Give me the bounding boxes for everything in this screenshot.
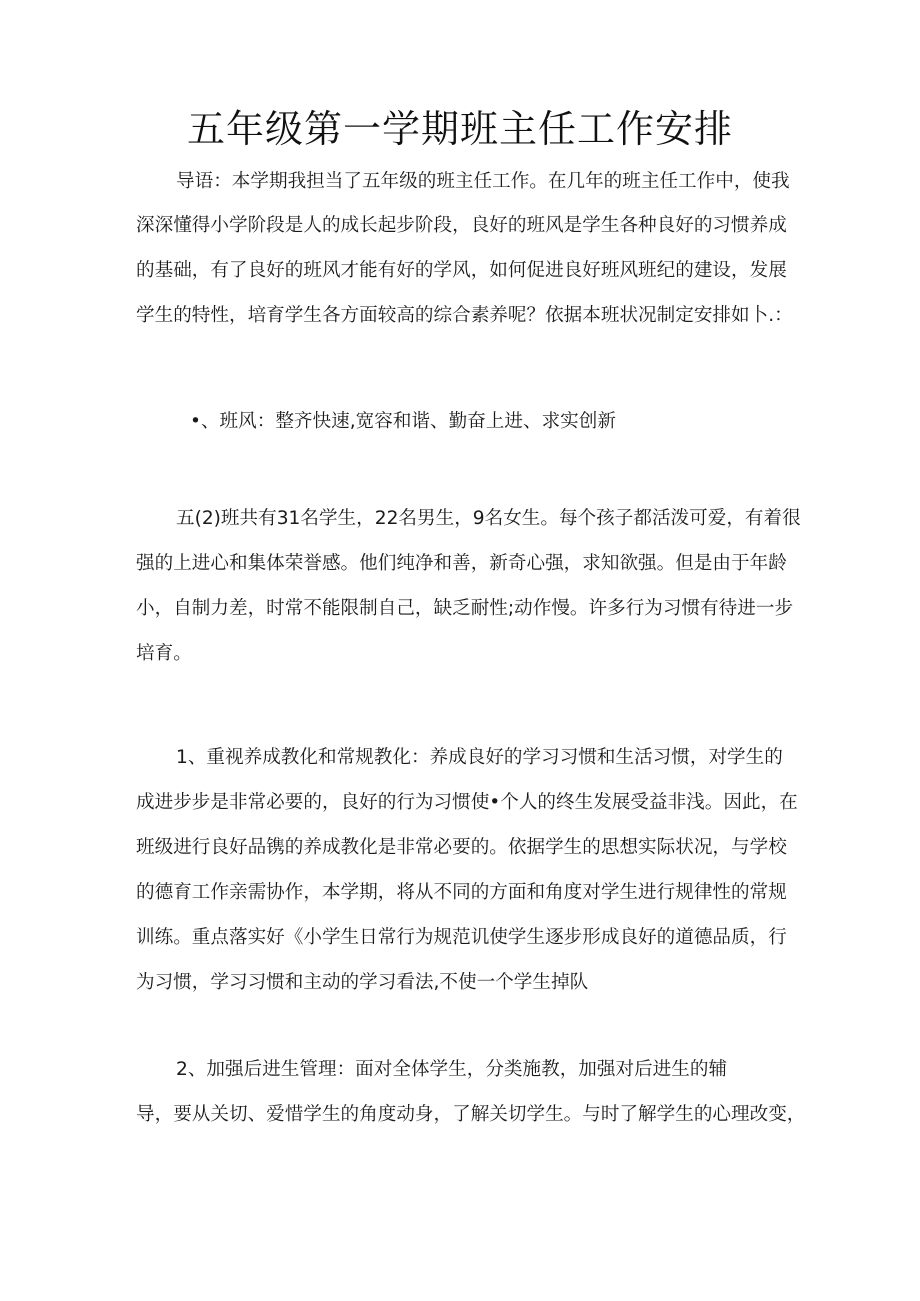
class-description-line: 强的上进心和集体荣誉感。他们纯净和善，新奇心强，求知欲强。但是由于年龄 (136, 553, 787, 574)
class-description-line: 小，自制力差，时常不能限制自己，缺乏耐性;动作慢。许多行为习惯有待进一步 (136, 598, 794, 619)
intro-line: 导语：本学期我担当了五年级的班主任工作。在几年的班主任工作中，使我 (176, 171, 790, 192)
intro-line: 学生的特性，培育学生各方面较高的综合素养呢？依据本班状况制定安排如卜.： (136, 305, 793, 326)
class-description-line: 培育。 (136, 643, 192, 664)
intro-line: 的基础，有了良好的班风才能有好的学风，如何促进良好班风班纪的建设，发展 (136, 260, 787, 281)
item2-line: 2、加强后进生管理：面对全体学生，分类施教，加强对后进生的辅 (176, 1059, 728, 1080)
intro-line: 深深懂得小学阶段是人的成长起步阶段，良好的班风是学生各种良好的习惯养成 (136, 215, 787, 236)
item2-line: 导，要从关切、爱惜学生的角度动身，了解关切学生。与时了解学生的心理改变， (136, 1104, 806, 1125)
item1-line: 训练。重点落实好《小学生日常行为规范讥使学生逐步形成良好的道德品质，行 (136, 927, 787, 948)
item1-line: 成进步步是非常必要的，良好的行为习惯使•个人的终生发展受益非浅。因此，在 (136, 792, 798, 813)
item1-line: 1、重视养成教化和常规教化：养成良好的学习习惯和生活习惯，对学生的 (176, 747, 783, 768)
section-heading: •、班风：整齐快速,宽容和谐、勤奋上进、求实创新 (190, 411, 616, 432)
document-title: 五年级第一学期班主任工作安排 (186, 107, 733, 151)
item1-line: 的德育工作亲需协作，本学期，将从不同的方面和角度对学生进行规律性的常规 (136, 882, 787, 903)
class-description-line: 五(2)班共有31名学生，22名男生，9名女生。每个孩子都活泼可爱，有着很 (176, 508, 801, 529)
item1-line: 班级进行良好品镌的养成教化是非常必要的。依据学生的思想实际状况，与学校 (136, 837, 787, 858)
item1-line: 为习惯，学习习惯和主动的学习看法,不使一个学生掉队 (136, 972, 589, 993)
